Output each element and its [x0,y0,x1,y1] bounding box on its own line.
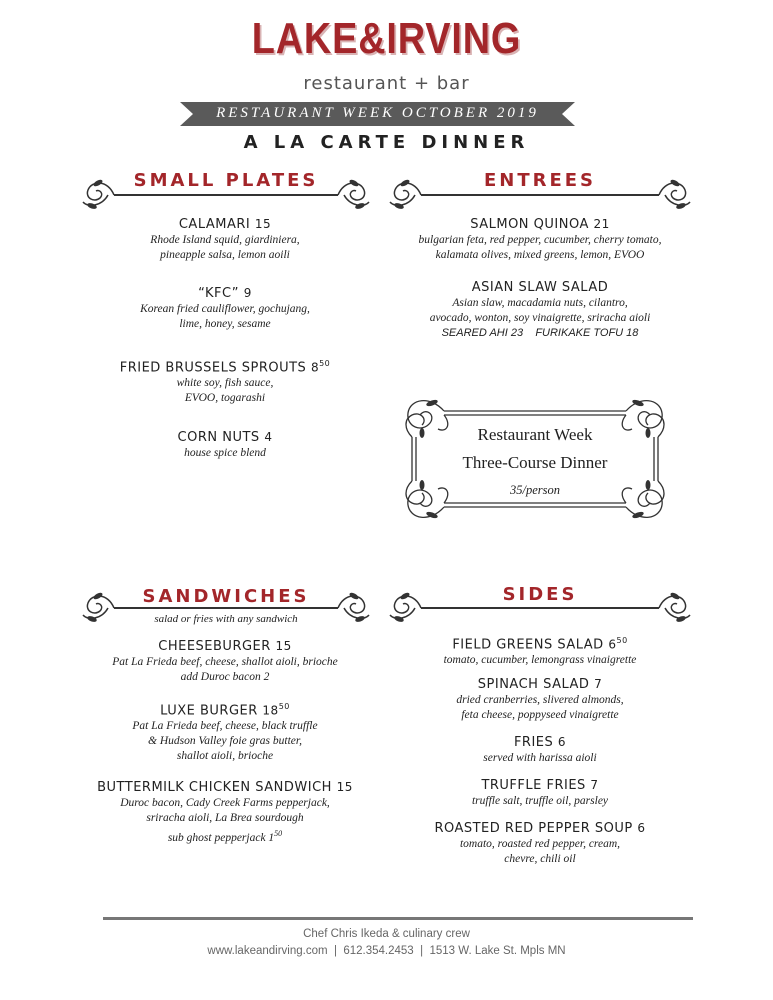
item-description: Pat La Frieda beef, cheese, shallot aioli, brioche [112,656,338,668]
item-description: tomato, cucumber, lemongrass vinaigrette [443,654,637,667]
menu-item [385,676,695,723]
item-name: FRIED BRUSSELS SPROUTS [119,360,307,376]
item-description: Korean fried cauliflower, gochujang, [140,303,310,315]
restaurant-logo: LAKE&IRVING [251,14,522,63]
item-name: FIELD GREENS SALAD [452,637,604,653]
item-description: sriracha aioli, La Brea sourdough [146,812,304,824]
item-price: 15 [336,780,353,794]
sides-header [385,584,695,624]
item-name: CALAMARI [178,217,251,232]
item-description: served with harissa aioli [483,752,597,764]
item-option-cents: 50 [274,829,283,838]
item-description: add Duroc bacon 2 [180,671,270,683]
item-price: 9 [243,286,252,300]
item-name: ASIAN SLAW SALAD [471,280,609,295]
item-description: chevre, chili oil [504,853,576,865]
item-name: FRIES [513,735,554,750]
item-description: bulgarian feta, red pepper, cucumber, cherry tomato, [418,234,662,246]
item-name: SALMON QUINOA [470,217,589,232]
footer-contact: www.lakeandirving.com | 612.354.2453 | 1513 W. Lake St. Mpls MN [207,945,566,957]
item-description: EVOO, togarashi [184,392,266,405]
item-description: white soy, fish sauce, [176,377,274,390]
sides-title: SIDES [502,584,578,605]
item-name: CORN NUTS [177,430,260,445]
menu-item [60,355,390,406]
menu-item [60,285,390,332]
entrees-title: ENTREES [483,170,597,191]
item-price: 18 [262,703,279,718]
item-price: 15 [275,639,292,653]
item-price: 21 [593,217,610,231]
item-description: house spice blend [184,447,266,459]
item-description: feta cheese, poppyseed vinaigrette [461,709,619,721]
item-name: BUTTERMILK CHICKEN SANDWICH [97,780,332,795]
menu-item [385,216,695,263]
small-plates-header [78,170,374,210]
item-description: lime, honey, sesame [179,318,271,330]
rw-line2: Three-Course Dinner [462,453,608,472]
menu-item [60,638,390,685]
small-plates-title: SMALL PLATES [133,170,319,191]
item-addons: SEARED AHI 23 FURIKAKE TOFU 18 [441,327,639,339]
item-description: tomato, roasted red pepper, cream, [459,838,621,850]
item-description: truffle salt, truffle oil, parsley [471,795,609,807]
menu-item [60,698,390,764]
restaurant-week-box [402,393,668,525]
menu-item [385,734,695,766]
restaurant-week-banner [180,102,575,126]
item-description: Asian slaw, macadamia nuts, cilantro, [452,297,628,309]
item-description: shallot aioli, brioche [176,750,274,763]
item-price: 6 [637,821,646,835]
item-name: SPINACH SALAD [477,677,590,692]
menu-item [385,820,695,867]
item-description: kalamata olives, mixed greens, lemon, EVOO [435,249,645,261]
item-description: pineapple salsa, lemon aoili [160,249,290,261]
item-price: 7 [590,778,599,792]
rw-line1: Restaurant Week [477,425,593,444]
menu-item [60,429,390,461]
item-name: ROASTED RED PEPPER SOUP [434,821,633,836]
item-price-cents: 50 [319,359,331,368]
menu-item [60,779,390,846]
item-price: 6 [608,637,617,652]
item-price: 8 [310,360,320,375]
item-price: 6 [557,735,567,749]
sandwiches-note: salad or fries with any sandwich [154,613,298,625]
menu-title: A LA CARTE DINNER [243,132,530,153]
item-description: Pat La Frieda beef, cheese, black truffle [132,720,318,733]
item-price-cents: 50 [616,636,628,645]
item-description: Duroc bacon, Cady Creek Farms pepperjack, [120,797,330,809]
item-name: TRUFFLE FRIES [481,778,586,793]
item-option: sub ghost pepperjack 1 [167,831,275,844]
sandwiches-header [78,586,374,626]
entrees-header [385,170,695,210]
item-name: CHEESEBURGER [158,639,271,654]
item-price: 15 [254,217,272,231]
item-price: 7 [594,677,603,691]
banner-text: RESTAURANT WEEK OCTOBER 2019 [216,105,539,121]
menu-item [385,632,695,668]
menu-item [385,279,695,340]
footer-divider [103,917,693,920]
restaurant-subtitle: restaurant + bar [303,73,470,94]
item-price-cents: 50 [278,702,290,711]
rw-price: 35/person [510,483,560,497]
sandwiches-title: SANDWICHES [142,586,310,607]
item-description: Rhode Island squid, giardiniera, [150,234,300,246]
item-description: & Hudson Valley foie gras butter, [148,735,302,748]
menu-item [385,777,695,809]
item-name: LUXE BURGER [160,703,258,719]
item-name: “KFC” [198,286,240,301]
footer-chef: Chef Chris Ikeda & culinary crew [303,928,470,940]
menu-item [60,216,390,263]
item-price: 4 [264,430,273,444]
item-description: avocado, wonton, soy vinaigrette, sriracha aioli [429,312,651,324]
item-description: dried cranberries, slivered almonds, [456,694,624,706]
